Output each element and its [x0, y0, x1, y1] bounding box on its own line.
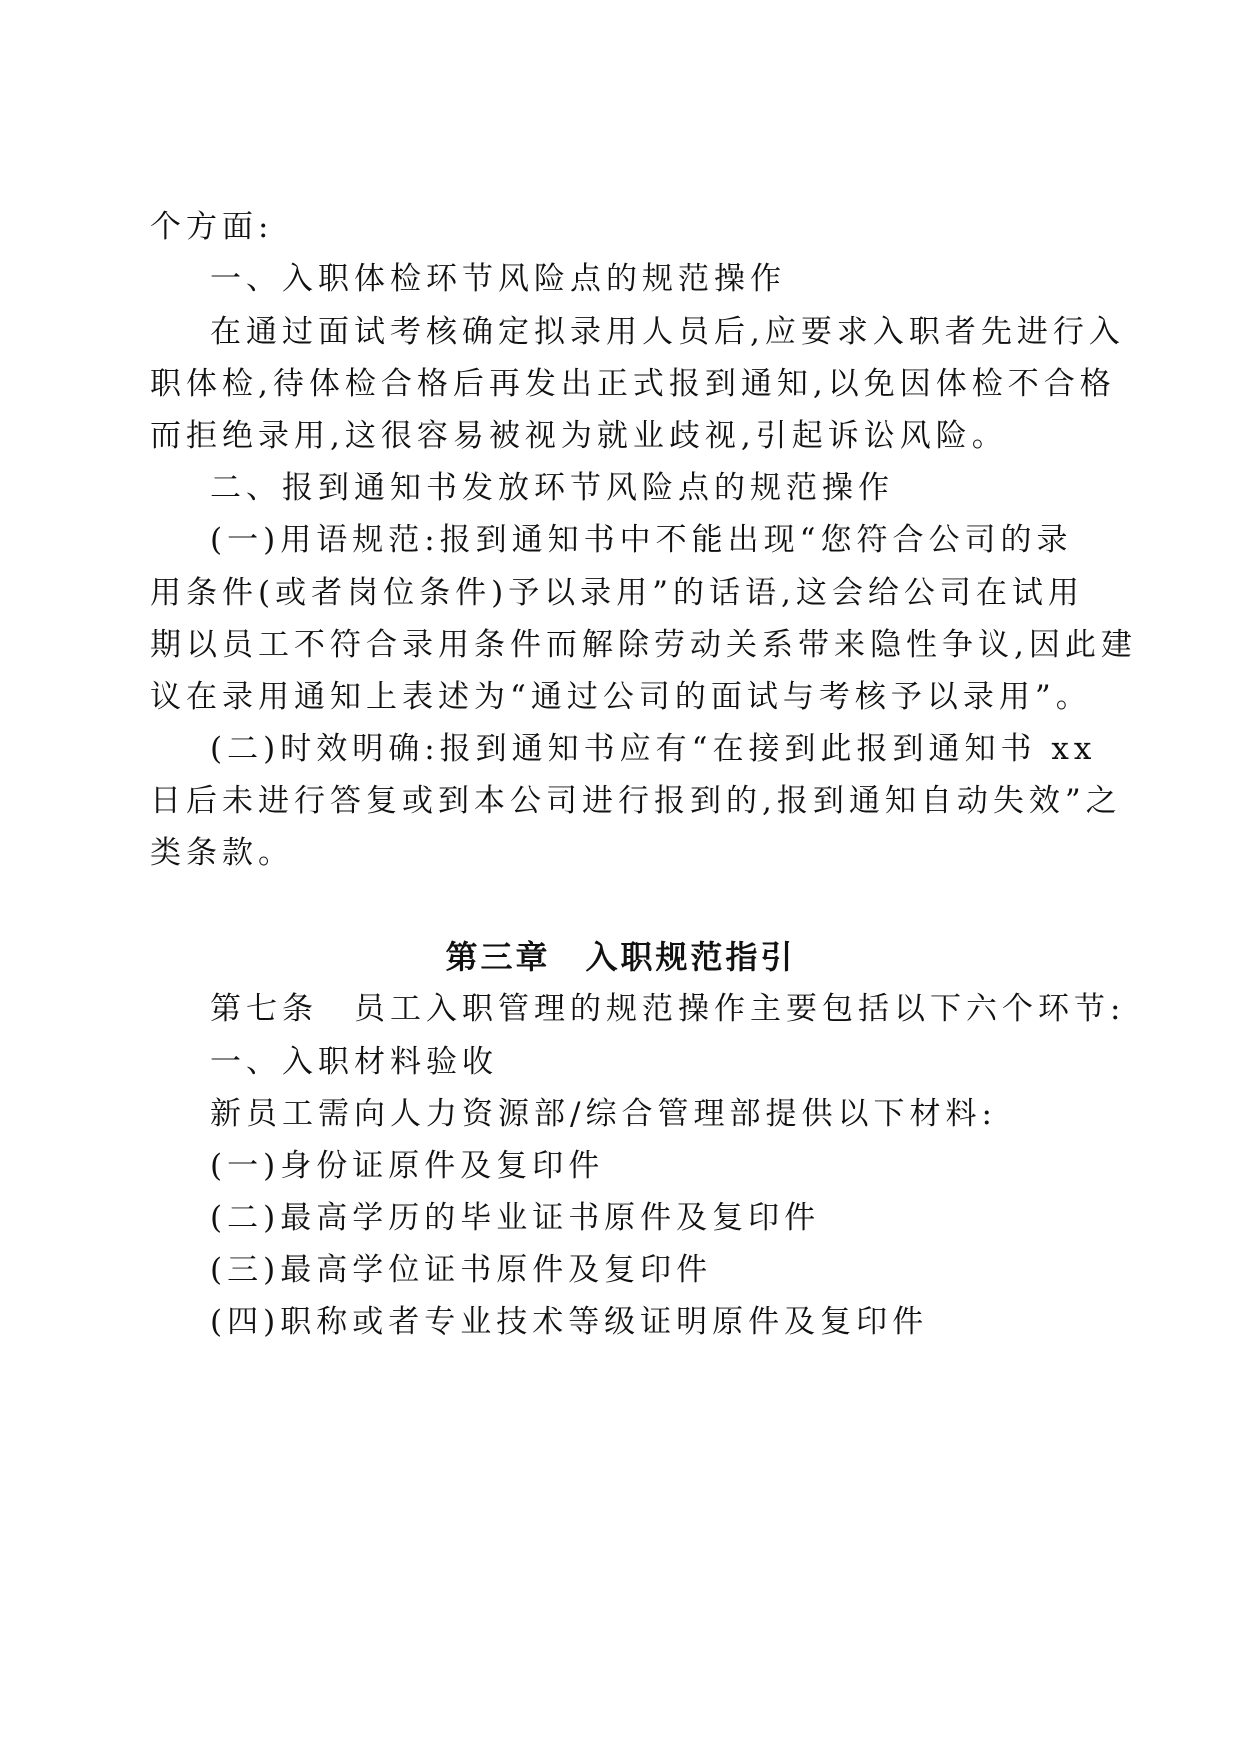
list-item: (四)职称或者专业技术等级证明原件及复印件: [210, 1304, 929, 1340]
text-line: 期以员工不符合录用条件而解除劳动关系带来隐性争议,因此建: [150, 627, 1137, 663]
text-line: 日后未进行答复或到本公司进行报到的,报到通知自动失效”之: [150, 783, 1122, 819]
text-line: (二)时效明确:报到通知书应有“在接到此报到通知书 xx: [210, 731, 1097, 767]
section-heading: 二、报到通知书发放环节风险点的规范操作: [210, 470, 894, 506]
article-line: 第七条 员工入职管理的规范操作主要包括以下六个环节:: [210, 991, 1126, 1027]
text-line: 个方面:: [150, 209, 274, 245]
text-line: 用条件(或者岗位条件)予以录用”的话语,这会给公司在试用: [150, 575, 1084, 611]
text-line: 在通过面试考核确定拟录用人员后,应要求入职者先进行入: [210, 314, 1125, 350]
section-heading: 一、入职材料验收: [210, 1044, 498, 1080]
section-heading: 一、入职体检环节风险点的规范操作: [210, 261, 786, 297]
list-item: (二)最高学历的毕业证书原件及复印件: [210, 1200, 821, 1236]
text-line: 职体检,待体检合格后再发出正式报到通知,以免因体检不合格: [150, 366, 1116, 402]
text-line: 新员工需向人力资源部/综合管理部提供以下材料:: [210, 1096, 997, 1132]
chapter-title: 第三章 入职规范指引: [445, 938, 796, 976]
text-line: (一)用语规范:报到通知书中不能出现“您符合公司的录: [210, 522, 1073, 558]
list-item: (三)最高学位证书原件及复印件: [210, 1252, 713, 1288]
list-item: (一)身份证原件及复印件: [210, 1148, 605, 1184]
text-line: 议在录用通知上表述为“通过公司的面试与考核予以录用”。: [150, 679, 1092, 715]
text-line: 而拒绝录用,这很容易被视为就业歧视,引起诉讼风险。: [150, 418, 1008, 454]
text-line: 类条款。: [150, 835, 294, 871]
